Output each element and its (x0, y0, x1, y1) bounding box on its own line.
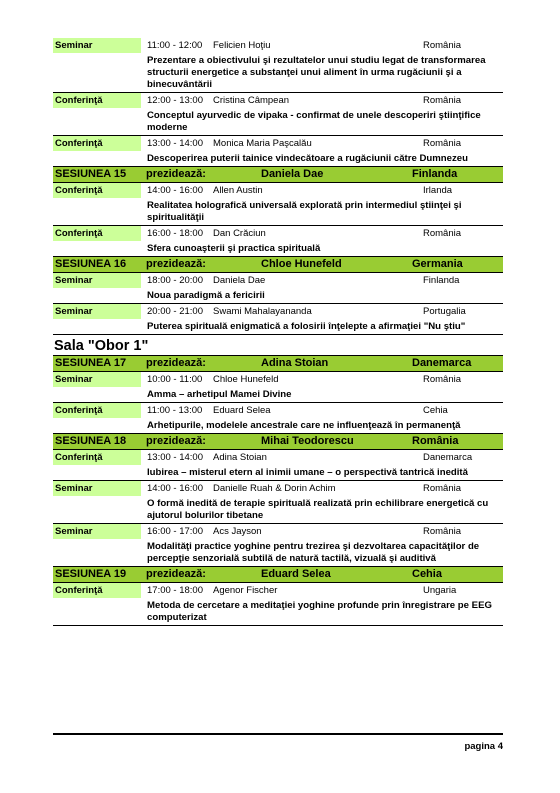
entry-type: Seminar (53, 273, 141, 288)
entry-header-row (53, 183, 503, 198)
program-entry (53, 524, 503, 567)
entry-time: 13:00 - 14:00 (147, 452, 203, 463)
entry-type: Conferinţă (53, 226, 141, 241)
session-label: SESIUNEA 18 (55, 435, 127, 447)
speaker-name: Monica Maria Paşcalău (213, 138, 312, 149)
entry-type: Conferinţă (53, 450, 141, 465)
entry-title: Metoda de cercetare a meditaţiei yoghine profunde prin înregistrare pe EEG computerizat (147, 600, 492, 623)
entry-type: Conferinţă (53, 93, 141, 108)
entry-header-row (53, 450, 503, 465)
entry-header-row (53, 524, 503, 539)
session-header (53, 257, 503, 273)
entry-time: 20:00 - 21:00 (147, 306, 203, 317)
speaker-name: Swami Mahalayananda (213, 306, 312, 317)
footer-rule (53, 733, 503, 735)
entry-type: Seminar (53, 524, 141, 539)
session-header (53, 356, 503, 372)
session-chair: Mihai Teodorescu (261, 435, 354, 447)
speaker-name: Eduard Selea (213, 405, 271, 416)
program-entry (53, 304, 503, 335)
program-entry (53, 481, 503, 524)
entry-time: 10:00 - 11:00 (147, 374, 203, 385)
speaker-country: Ungaria (423, 585, 457, 596)
entry-time: 11:00 - 13:00 (147, 405, 203, 416)
speaker-country: România (423, 95, 462, 106)
program-entry (53, 450, 503, 481)
entry-title: Modalităţi practice yoghine pentru trezirea şi dezvoltarea capacităţilor de percepţie senzorială subtilă de natură tactilă, vizuală şi auditivă (147, 541, 480, 564)
speaker-country: Portugalia (423, 306, 466, 317)
page-number: pagina 4 (464, 741, 503, 752)
program-entry (53, 372, 503, 403)
entry-title: Arhetipurile, modelele ancestrale care ne influenţează în permanenţă (147, 420, 461, 431)
entry-title: Prezentare a obiectivului şi rezultatelor unui studiu legat de transformarea structurii energetice a substanţei unui aliment în urma rugăciunii şi a binecuvântării (147, 55, 486, 90)
entry-type: Conferinţă (53, 403, 141, 418)
entry-title: Puterea spirituală enigmatică a folosirii înţelepte a afirmaţiei "Nu ştiu" (147, 321, 466, 332)
program-entry (53, 93, 503, 136)
entry-time: 17:00 - 18:00 (147, 585, 203, 596)
entry-time: 14:00 - 16:00 (147, 185, 203, 196)
entry-type: Conferinţă (53, 136, 141, 151)
program-entry (53, 403, 503, 434)
entry-title: Amma – arhetipul Mamei Divine (147, 389, 292, 400)
program-entry (53, 273, 503, 304)
entry-title: Conceptul ayurvedic de vipaka - confirmat de unele descoperiri ştiinţifice moderne (147, 110, 481, 133)
program-schedule (53, 38, 503, 626)
entry-header-row (53, 93, 503, 108)
entry-header-row (53, 273, 503, 288)
speaker-name: Cristina Câmpean (213, 95, 290, 106)
speaker-name: Adina Stoian (213, 452, 267, 463)
entry-title: Sfera cunoaşterii şi practica spirituală (147, 243, 321, 254)
speaker-country: România (423, 40, 462, 51)
speaker-country: România (423, 138, 462, 149)
speaker-name: Dan Crăciun (213, 228, 266, 239)
entry-title: Descoperirea puterii tainice vindecătoare a rugăciunii către Dumnezeu (147, 153, 468, 164)
entry-title: O formă inedită de terapie spirituală realizată prin echilibrare energetică cu ajutorul bolurilor tibetane (147, 498, 489, 521)
entry-time: 12:00 - 13:00 (147, 95, 203, 106)
entry-type: Seminar (53, 304, 141, 319)
entry-header-row (53, 304, 503, 319)
entry-time: 11:00 - 12:00 (147, 40, 203, 51)
entry-type: Seminar (53, 38, 141, 53)
program-entry (53, 38, 503, 93)
program-entry (53, 183, 503, 226)
speaker-name: Chloe Hunefeld (213, 374, 279, 385)
speaker-country: Danemarca (423, 452, 473, 463)
entry-time: 14:00 - 16:00 (147, 483, 203, 494)
speaker-country: Cehia (423, 405, 448, 416)
entry-time: 16:00 - 17:00 (147, 526, 203, 537)
speaker-country: România (423, 228, 462, 239)
session-country: Finlanda (412, 168, 458, 180)
entry-header-row (53, 403, 503, 418)
entry-type: Conferinţă (53, 183, 141, 198)
speaker-name: Daniela Dae (213, 275, 266, 286)
entry-header-row (53, 372, 503, 387)
program-entry (53, 583, 503, 626)
session-chair: Chloe Hunefeld (261, 258, 342, 270)
presided-by-label: prezidează: (146, 435, 206, 447)
entry-title: Realitatea holografică universală explorată prin intermediul ştiinţei şi spiritualităţii (147, 200, 462, 223)
speaker-country: Irlanda (423, 185, 453, 196)
session-header (53, 167, 503, 183)
session-country: Germania (412, 258, 463, 270)
session-label: SESIUNEA 16 (55, 258, 127, 270)
program-entry (53, 226, 503, 257)
session-header (53, 567, 503, 583)
session-country: România (412, 435, 459, 447)
presided-by-label: prezidează: (146, 258, 206, 270)
session-label: SESIUNEA 15 (55, 168, 127, 180)
entry-type: Seminar (53, 372, 141, 387)
speaker-country: România (423, 374, 462, 385)
program-entry (53, 136, 503, 167)
session-label: SESIUNEA 17 (55, 357, 127, 369)
speaker-country: România (423, 526, 462, 537)
entry-header-row (53, 38, 503, 53)
session-chair: Adina Stoian (261, 357, 329, 369)
speaker-name: Danielle Ruah & Dorin Achim (213, 483, 336, 494)
session-country: Danemarca (412, 357, 472, 369)
session-label: SESIUNEA 19 (55, 568, 127, 580)
entry-type: Conferinţă (53, 583, 141, 598)
speaker-name: Felicien Hoţiu (213, 40, 271, 51)
entry-type: Seminar (53, 481, 141, 496)
session-header (53, 434, 503, 450)
session-country: Cehia (412, 568, 442, 580)
entry-title: Noua paradigmă a fericirii (147, 290, 265, 301)
speaker-name: Allen Austin (213, 185, 263, 196)
entry-time: 16:00 - 18:00 (147, 228, 203, 239)
entry-header-row (53, 226, 503, 241)
presided-by-label: prezidează: (146, 568, 206, 580)
session-chair: Daniela Dae (261, 168, 324, 180)
entry-header-row (53, 136, 503, 151)
session-chair: Eduard Selea (261, 568, 331, 580)
entry-time: 18:00 - 20:00 (147, 275, 203, 286)
speaker-name: Acs Jayson (213, 526, 262, 537)
speaker-name: Agenor Fischer (213, 585, 278, 596)
entry-header-row (53, 481, 503, 496)
speaker-country: România (423, 483, 462, 494)
speaker-country: Finlanda (423, 275, 460, 286)
entry-time: 13:00 - 14:00 (147, 138, 203, 149)
entry-header-row (53, 583, 503, 598)
presided-by-label: prezidează: (146, 168, 206, 180)
hall-heading: Sala "Obor 1" (53, 335, 503, 356)
presided-by-label: prezidează: (146, 357, 206, 369)
entry-title: Iubirea – misterul etern al inimii umane – o perspectivă tantrică inedită (147, 467, 468, 478)
